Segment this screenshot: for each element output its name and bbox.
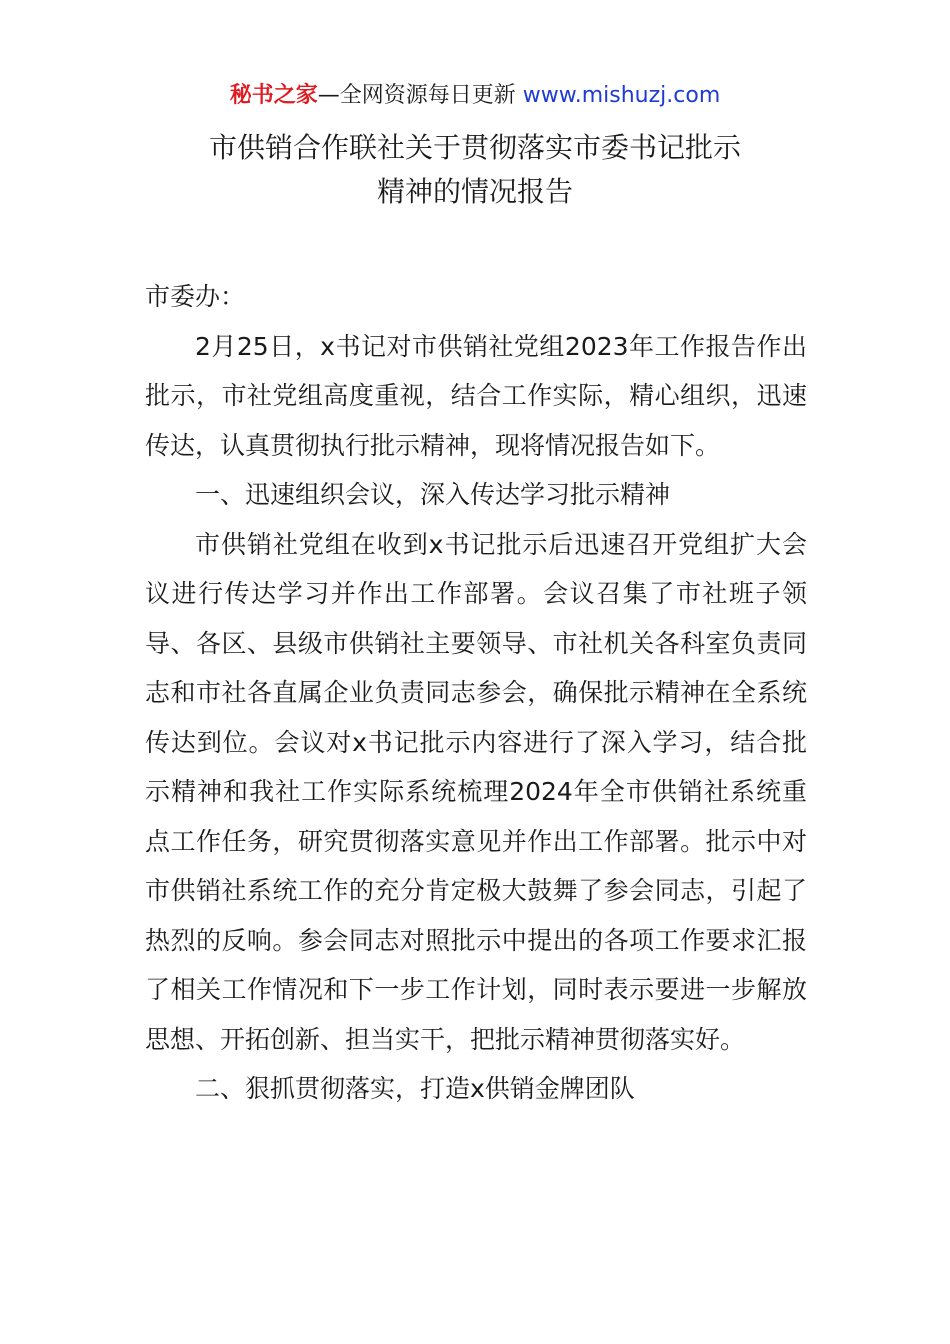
salutation: 市委办： (145, 282, 246, 311)
title-line-1: 市供销合作联社关于贯彻落实市委书记批示 (208, 131, 741, 164)
title-line-2: 精神的情况报告 (376, 175, 573, 208)
paragraph-section-1: 市供销社党组在收到x书记批示后迅速召开党组扩大会议进行传达学习并作出工作部署。会议召集了市社班子领导、各区、县级市供销社主要领导、市社机关各科室负责同志和市社各直属企业负责同志参会，确保批示精神在全系统传达到位。会议对x书记批示内容进行了深入学习，结合批示精神和我社工作实际系统梳理2024年全市供销社系统重点工作任务，研究贯彻落实意见并作出工作部署。批示中对市供销社系统工作的充分肯定极大鼓舞了参会同志，引起了热烈的反响。参会同志对照批示中提出的各项工作要求汇报了相关工作情况和下一步工作计划，同时表示要进一步解放思想、开拓创新、担当实干，把批示精神贯彻落实好。 (145, 529, 807, 1054)
section-heading-1: 一、迅速组织会议，深入传达学习批示精神 (195, 480, 671, 509)
site-url-link[interactable]: www.mishuzj.com (522, 83, 721, 108)
paragraph-intro: 2月25日，x书记对市供销社党组2023年工作报告作出批示，市社党组高度重视，结合工作实际，精心组织，迅速传达，认真贯彻执行批示精神，现将情况报告如下。 (145, 331, 807, 460)
document-body (145, 272, 807, 1114)
document-title (0, 126, 950, 214)
brand-name: 秘书之家 (229, 83, 318, 108)
banner-tagline: —全网资源每日更新 (317, 83, 523, 108)
site-banner (0, 80, 950, 112)
section-heading-2: 二、狠抓贯彻落实，打造x供销金牌团队 (195, 1074, 635, 1103)
